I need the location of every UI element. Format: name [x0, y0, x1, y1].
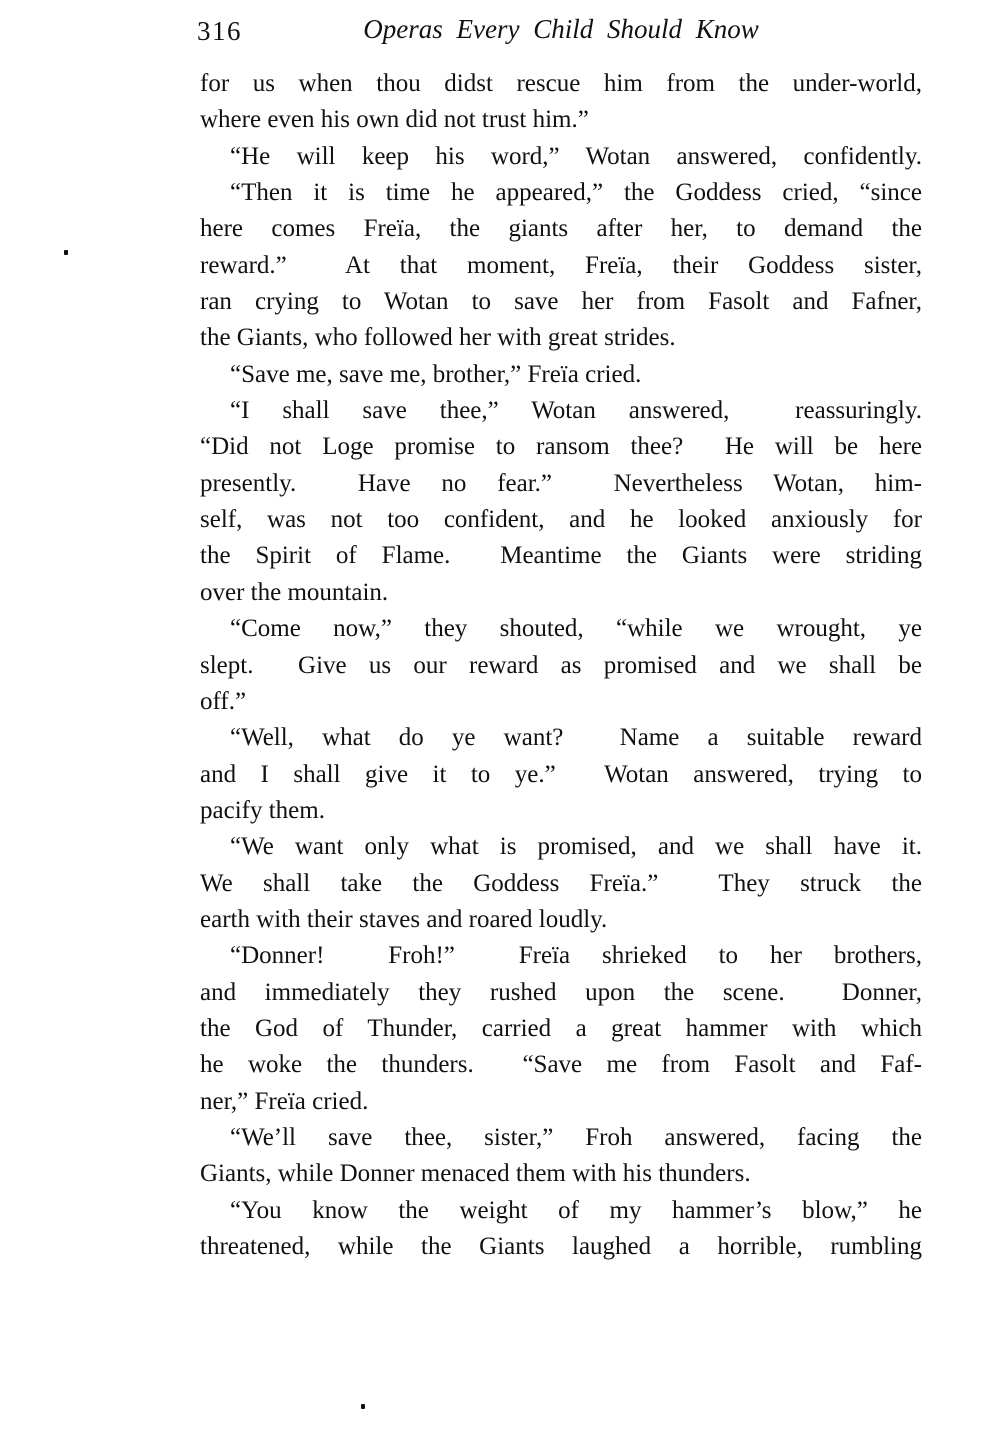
text-line: he woke the thunders. “Save me from Fasolt and Faf- [200, 1051, 922, 1079]
text-line: here comes Freïa, the giants after her, to demand the [200, 215, 922, 243]
text-line: and immediately they rushed upon the scene. Donner, [200, 978, 922, 1006]
text-line: slept. Give us our reward as promised and we shall be [200, 651, 922, 679]
text-line: “Did not Loge promise to ransom thee? He will be here [200, 433, 922, 461]
text-line: “Well, what do ye want? Name a suitable reward [230, 724, 922, 752]
paragraph [200, 829, 922, 938]
text-line: “We want only what is promised, and we shall have it. [230, 833, 922, 861]
text-line: ran crying to Wotan to save her from Fasolt and Fafner, [200, 288, 922, 316]
paragraph [200, 139, 922, 175]
paragraph [200, 1193, 922, 1266]
paragraph [200, 1120, 922, 1193]
text-line: “We’ll save thee, sister,” Froh answered, facing the [230, 1123, 922, 1151]
paragraph [200, 175, 922, 357]
text-line: We shall take the Goddess Freïa.” They struck the [200, 869, 922, 897]
scan-speck [361, 1404, 365, 1409]
text-line: self, was not too confident, and he looked anxiously for [200, 506, 922, 534]
text-line: “You know the weight of my hammer’s blow,” he [230, 1196, 922, 1224]
text-line: for us when thou didst rescue him from the under-world, [200, 70, 922, 97]
text-line: where even his own did not trust him.” [200, 106, 589, 134]
paragraph [200, 611, 922, 720]
text-line: “Save me, save me, brother,” Freïa cried. [230, 360, 642, 388]
page-body [200, 66, 922, 1265]
paragraph [200, 66, 922, 139]
page-number: 316 [197, 16, 242, 46]
paragraph [200, 393, 922, 611]
text-line: pacify them. [200, 796, 325, 824]
text-line: Giants, while Donner menaced them with his thunders. [200, 1160, 751, 1188]
text-line: reward.” At that moment, Freïa, their Goddess sister, [200, 251, 922, 279]
paragraph [200, 938, 922, 1120]
text-line: earth with their staves and roared loudly. [200, 905, 608, 933]
text-line: “Come now,” they shouted, “while we wrought, ye [230, 615, 922, 643]
text-line: “Donner! Froh!” Freïa shrieked to her brothers, [230, 942, 922, 970]
text-line: threatened, while the Giants laughed a horrible, rumbling [200, 1233, 922, 1260]
text-line: the Spirit of Flame. Meantime the Giants were striding [200, 542, 922, 570]
text-line: off.” [200, 687, 247, 715]
paragraph [200, 720, 922, 829]
text-line: and I shall give it to ye.” Wotan answered, trying to [200, 760, 922, 788]
text-line: ner,” Freïa cried. [200, 1087, 369, 1115]
text-line: the Giants, who followed her with great strides. [200, 324, 676, 352]
text-line: “He will keep his word,” Wotan answered, confidently. [230, 142, 922, 170]
text-line: over the mountain. [200, 578, 389, 606]
text-line: presently. Have no fear.” Nevertheless Wotan, him- [200, 469, 922, 497]
text-line: “I shall save thee,” Wotan answered, reassuringly. [230, 397, 922, 425]
text-line: “Then it is time he appeared,” the Goddess cried, “since [230, 179, 922, 207]
paragraph [200, 357, 922, 393]
text-line: the God of Thunder, carried a great hammer with which [200, 1014, 922, 1042]
running-title: Operas Every Child Should Know [363, 14, 759, 44]
scan-speck [64, 250, 68, 255]
